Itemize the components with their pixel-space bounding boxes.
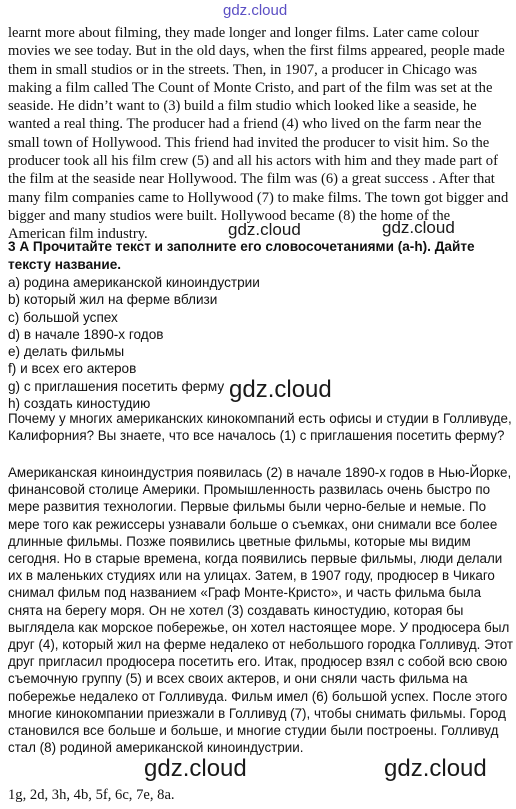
watermark-mid-right: gdz.cloud — [382, 218, 455, 237]
watermark-center: gdz.cloud — [229, 376, 332, 403]
options-list — [8, 274, 260, 412]
answer-key: 1g, 2d, 3h, 4b, 5f, 6c, 7e, 8a. — [8, 787, 175, 803]
watermark-bottom-left: gdz.cloud — [144, 755, 247, 782]
option-g: g) с приглашения посетить ферму — [8, 378, 225, 394]
option-b: b) который жил на ферме вблизи — [8, 292, 218, 308]
english-text-paragraph: learnt more about filming, they made longer and longer films. Later came colour movies we see today. But in the old days, when the first films appeared, people made them in small studios or in the streets. Then, in 1907, a producer in Chicago was making a film called The Count of Monte Cristo, and part of the film was set at the seaside. He didn’t want to (3) build a film studio which looked like a seaside, he wanted a real thing. The producer had a friend (4) who lived on the farm near the small town of Hollywood. This friend had invited the producer to visit him. So the producer took all his film crew (5) and all his actors with him and they made part of the film at the seaside near Hollywood. The film was (6) a great success . After that many film companies came to Hollywood (7) to make films. The town got bigger and bigger and many studios were built. Hollywood became (8) the home of the American film industry. — [8, 25, 509, 243]
option-f: f) и всех его актеров — [8, 361, 137, 377]
option-h: h) создать киностудию — [8, 396, 151, 412]
russian-intro-paragraph: Почему у многих американских кинокомпаний есть офисы и студии в Голливуде, Калифорния? Вы знаете, что все началось (1) с приглашения посетить ферму? — [8, 411, 512, 444]
watermark-mid-left: gdz.cloud — [228, 220, 301, 239]
watermark-bottom-right: gdz.cloud — [384, 755, 487, 782]
option-c: c) большой успех — [8, 309, 118, 325]
option-a: а) родина американской киноиндустрии — [8, 275, 260, 290]
option-d: d) в начале 1890-х годов — [8, 326, 164, 342]
task-heading: 3 А Прочитайте текст и заполните его словосочетаниями (а-h). Дайте тексту название. — [8, 239, 475, 272]
option-e: e) делать фильмы — [8, 344, 125, 360]
watermark-top: gdz.cloud — [223, 2, 288, 19]
russian-text-paragraph: Американская киноиндустрия появилась (2) в начале 1890-х годов в Нью-Йорке, финансовой столице Америки. Промышленность развилась очень быстро по мере развития технологии. Первые фильмы были черно-белые и немые. По мере того как режиссеры узнавали больше о съемках, они снимали все более длинные фильмы. Позже появились цветные фильмы, которые мы видим сегодня. Но в старые времена, когда появились первые фильмы, люди делали их в маленьких студиях или на улицах. Затем, в 1907 году, продюсер в Чикаго снимал фильм под названием «Граф Монте-Кристо», и часть фильма была снята на берегу моря. Он не хотел (3) создавать киностудию, которая бы выглядела как морское побережье, он хотел настоящее море. У продюсера был друг (4), который жил на ферме недалеко от небольшого городка Голливуд. Этот друг пригласил продюсера посетить его. Итак, продюсер взял с собой всю свою съемочную группу (5) и всех своих актеров, и они сняли часть фильма на побережье недалеко от Голливуда. Фильм имел (6) большой успех. После этого многие кинокомпании приезжали в Голливуд (7), чтобы снимать фильмы. Город становился все больше и больше, и многие студии были построены. Голливуд стал (8) родиной американской киноиндустрии. — [8, 465, 514, 756]
